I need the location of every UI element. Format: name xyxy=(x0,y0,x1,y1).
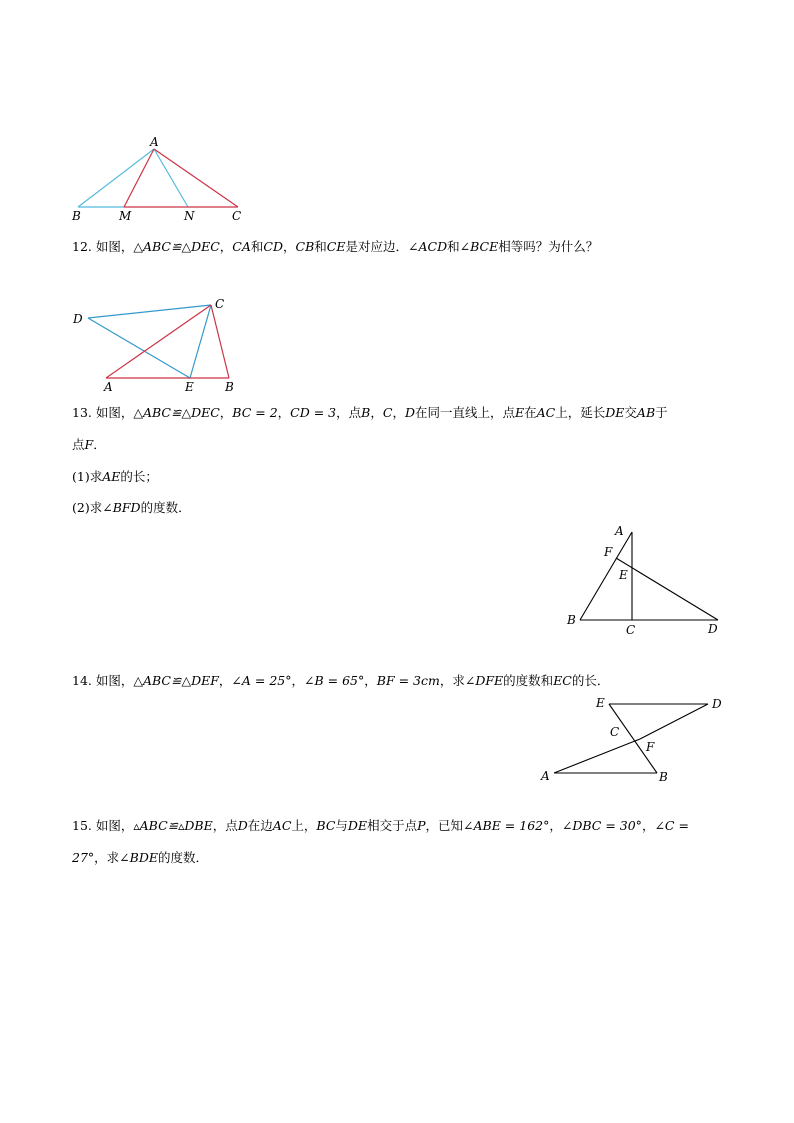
text: 相等吗？为什么？ xyxy=(498,239,599,254)
segment-ac xyxy=(106,305,211,378)
text: ，点 xyxy=(336,405,362,420)
label-e: E xyxy=(619,568,628,582)
label-c: C xyxy=(232,209,242,223)
math: B xyxy=(361,405,371,420)
segment-fa xyxy=(554,739,640,773)
question-13-line-2 xyxy=(72,436,732,454)
label-c: C xyxy=(626,623,636,637)
math: AC xyxy=(272,818,292,833)
segment-df xyxy=(616,558,718,620)
math: CB xyxy=(295,239,315,254)
question-14 xyxy=(72,672,732,690)
segment-df xyxy=(640,704,708,739)
question-number: 14. 如图， xyxy=(72,673,134,688)
math: F xyxy=(84,437,94,452)
segment-cb xyxy=(211,305,229,378)
text: ， xyxy=(641,818,655,833)
text: ， xyxy=(219,239,233,254)
label-d: D xyxy=(708,622,718,636)
text: 是对应边． xyxy=(345,239,408,254)
question-number: 12. 如图， xyxy=(72,239,134,254)
label-e: E xyxy=(596,696,605,710)
label-f: F xyxy=(604,545,613,559)
text: 在边 xyxy=(247,818,273,833)
label-b: B xyxy=(567,613,576,627)
text: ， xyxy=(291,673,304,688)
label-a: A xyxy=(150,135,159,149)
text: 的度数和 xyxy=(503,673,554,688)
question-13-line-1 xyxy=(72,404,732,422)
math: BC xyxy=(316,818,336,833)
text: 在 xyxy=(524,405,537,420)
text: 于 xyxy=(655,405,668,420)
text: ， xyxy=(218,673,232,688)
label-m: M xyxy=(119,209,132,223)
math: EC xyxy=(553,673,572,688)
question-15-line-1 xyxy=(72,817,732,835)
segment-dc xyxy=(88,305,211,318)
text: ，求 xyxy=(439,673,465,688)
question-13-part-2 xyxy=(72,499,732,517)
math: ∠B = 65° xyxy=(304,673,365,688)
text: ， xyxy=(370,405,383,420)
text: 上，延长 xyxy=(555,405,606,420)
text: ， xyxy=(283,239,296,254)
text: 相交于点 xyxy=(367,818,418,833)
segment-am xyxy=(124,149,154,207)
math: AB xyxy=(636,405,656,420)
math: CE xyxy=(326,239,346,254)
question-12 xyxy=(72,238,732,256)
math: ∠ABE = 162° xyxy=(463,818,550,833)
figure-q13 xyxy=(562,520,732,640)
text: 的度数． xyxy=(157,850,208,865)
question-13-part-1 xyxy=(72,468,732,486)
text: 与 xyxy=(335,818,348,833)
math: BF = 3cm xyxy=(376,673,440,688)
label-n: N xyxy=(184,209,195,223)
text: 上， xyxy=(291,818,317,833)
segment-ce xyxy=(190,305,211,378)
math: D xyxy=(404,405,415,420)
text: ， xyxy=(219,405,233,420)
math: CD = 3 xyxy=(290,405,337,420)
math: 27° xyxy=(72,850,95,865)
text: ， xyxy=(277,405,291,420)
math: D xyxy=(237,818,248,833)
question-number: 13. 如图， xyxy=(72,405,134,420)
math: ∠DFE xyxy=(464,673,504,688)
label-c: C xyxy=(215,297,225,311)
label-a: A xyxy=(541,769,550,783)
text: 交 xyxy=(624,405,637,420)
label-b: B xyxy=(225,380,234,394)
text: 的长； xyxy=(120,469,158,484)
question-15-line-2 xyxy=(72,849,732,867)
math: CD xyxy=(263,239,283,254)
text: 和 xyxy=(250,239,264,254)
segment-de xyxy=(88,318,190,378)
text: 和 xyxy=(314,239,327,254)
segment-an xyxy=(154,149,188,207)
math: △ABC≌△DEF xyxy=(133,673,219,688)
text: ， xyxy=(392,405,405,420)
math: P xyxy=(417,818,426,833)
math: C xyxy=(382,405,393,420)
math: DE xyxy=(347,818,368,833)
text: ，点 xyxy=(212,818,238,833)
text: ． xyxy=(93,437,106,452)
math: ▵ABC≌▵DBE xyxy=(133,818,213,833)
segment-ab xyxy=(78,149,154,207)
text: (2)求 xyxy=(72,500,103,515)
figure-q12 xyxy=(70,296,245,396)
figure-q14 xyxy=(536,692,732,788)
math: ∠BCE xyxy=(459,239,499,254)
math: △ABC≌△DEC xyxy=(133,239,220,254)
figure-top-triangles xyxy=(66,132,256,227)
text: 在同一直线上，点 xyxy=(414,405,515,420)
math: ∠BDE xyxy=(119,850,158,865)
text: 点 xyxy=(72,437,85,452)
label-b: B xyxy=(72,209,81,223)
math: ∠BFD xyxy=(102,500,141,515)
label-e: E xyxy=(185,380,194,394)
text: 的度数． xyxy=(140,500,191,515)
math: AE xyxy=(102,469,121,484)
math: BC = 2 xyxy=(232,405,278,420)
math: △ABC≌△DEC xyxy=(133,405,220,420)
math: ∠A = 25° xyxy=(231,673,292,688)
label-d: D xyxy=(712,697,722,711)
text: (1)求 xyxy=(72,469,103,484)
label-b: B xyxy=(659,770,668,784)
math: ∠C = xyxy=(654,818,689,833)
label-f: F xyxy=(646,740,655,754)
math: ∠ACD xyxy=(408,239,448,254)
text: ， xyxy=(549,818,562,833)
text: 的长． xyxy=(571,673,610,688)
text: ，已知 xyxy=(425,818,464,833)
segment-ac xyxy=(154,149,238,207)
math: DE xyxy=(605,405,625,420)
question-number: 15. 如图， xyxy=(72,818,134,833)
label-d: D xyxy=(73,312,83,326)
math: CA xyxy=(232,239,251,254)
label-c: C xyxy=(610,725,620,739)
label-a: A xyxy=(615,524,624,538)
math: ∠DBC = 30° xyxy=(561,818,642,833)
text: 和 xyxy=(447,239,460,254)
text: ， xyxy=(364,673,377,688)
math: E xyxy=(515,405,525,420)
label-a: A xyxy=(104,380,113,394)
math: AC xyxy=(536,405,556,420)
text: ，求 xyxy=(94,850,120,865)
